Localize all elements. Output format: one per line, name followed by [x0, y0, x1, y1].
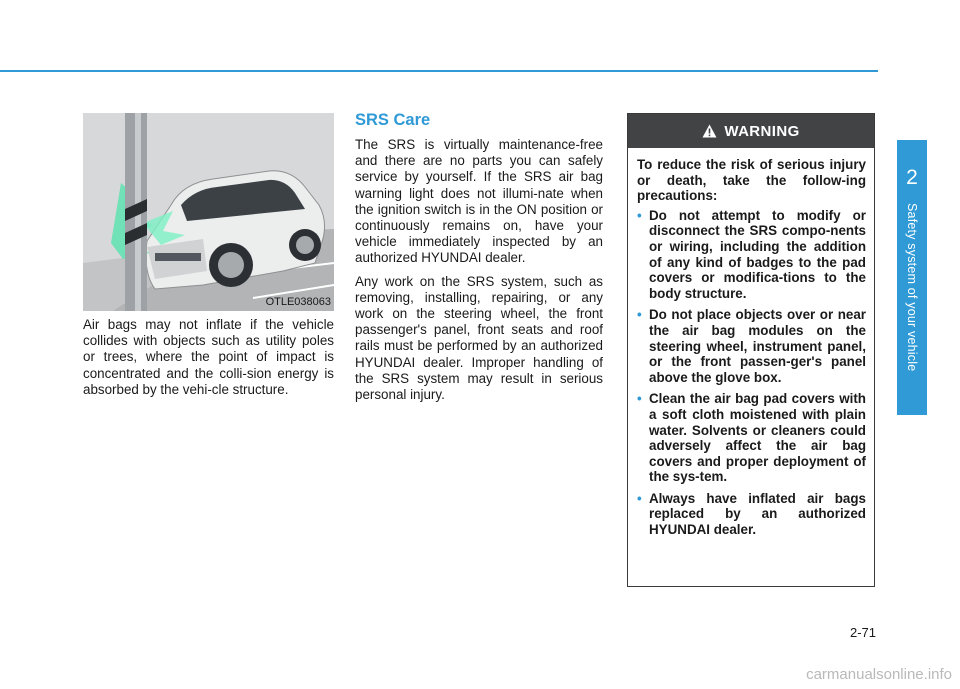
warning-item: [637, 307, 866, 385]
watermark: carmanualsonline.info: [806, 666, 952, 683]
bullet-icon: •: [637, 391, 642, 407]
warning-item-text: Do not attempt to modify or disconnect the SRS compo-nents or wiring, including the addition of any kind of badges to the pad covers or modifica-tions to the body structure.: [649, 207, 866, 301]
warning-item: [637, 208, 866, 302]
figure-caption: Air bags may not inflate if the vehicle collides with objects such as utility poles or trees, where the point of impact is concentrated and the colli-sion energy is absorbed by the vehi-cle structure.: [83, 317, 334, 397]
bullet-icon: •: [637, 490, 642, 506]
chapter-tab-edge: [927, 140, 960, 415]
srs-care-heading: SRS Care: [355, 111, 431, 129]
warning-intro: To reduce the risk of serious injury or death, take the follow-ing precautions:: [637, 157, 866, 204]
srs-care-section: [355, 111, 603, 410]
warning-triangle-icon: [702, 124, 717, 138]
chapter-title: Safety system of your vehicle: [905, 203, 919, 372]
figure-code: OTLE038063: [265, 296, 331, 308]
srs-care-paragraph-1: The SRS is virtually maintenance-free and there are no parts you can safely service by yourself. If the SRS air bag warning light does not illumi-nate when the ignition switch is in the ON position or continuously remains on, have your vehicle immediately inspected by an authorized HYUNDAI dealer.: [355, 137, 603, 266]
header-rule: [0, 70, 878, 72]
warning-item: [637, 391, 866, 485]
warning-item-text: Always have inflated air bags replaced by an authorized HYUNDAI dealer.: [649, 490, 866, 538]
warning-item: [637, 491, 866, 538]
warning-item-text: Clean the air bag pad covers with a soft cloth moistened with plain water. Solvents or cleaners could adversely affect the air bag covers and proper deployment of the sys-tem.: [649, 391, 866, 485]
collision-illustration: [83, 113, 334, 311]
warning-box: [627, 113, 875, 587]
page-number: 2-71: [849, 625, 876, 640]
chapter-number: 2: [906, 166, 918, 189]
warning-item-text: Do not place objects over or near the air bag modules on the steering wheel, instrument panel, or the front passen-ger's panel above the glove box.: [649, 307, 866, 385]
srs-care-paragraph-2: Any work on the SRS system, such as removing, installing, repairing, or any work on the steering wheel, the front passenger's panel, front seats and roof rails must be performed by an authorized HYUNDAI dealer. Improper handling of the SRS system may result in serious personal injury.: [355, 273, 603, 403]
car-pole-image: [83, 113, 334, 311]
warning-title: WARNING: [724, 122, 800, 140]
warning-header: [628, 114, 874, 148]
warning-body: [628, 148, 874, 538]
bullet-icon: •: [637, 207, 642, 223]
warning-list: [637, 208, 866, 538]
chapter-title-wrapper: [898, 203, 926, 403]
bullet-icon: •: [637, 307, 642, 323]
